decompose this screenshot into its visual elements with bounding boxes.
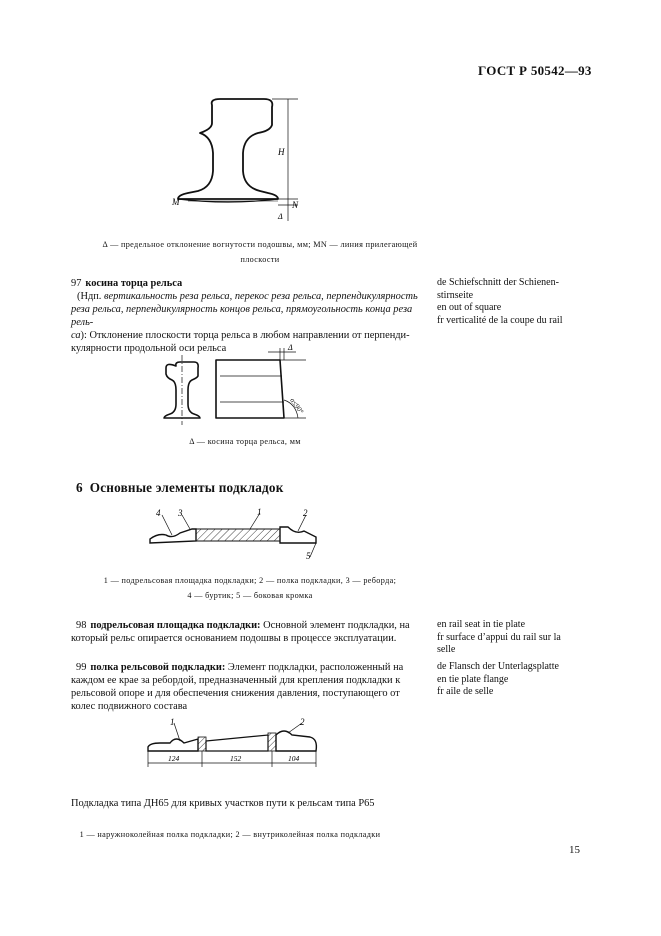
label-1: 1 [257,507,262,517]
term-98-translations: en rail seat in tie plate fr surface d’appui du rail sur la selle [437,619,561,656]
figure4-title: Подкладка типа ДН65 для кривых участков пути к рельсам типа Р65 [71,798,375,809]
rail-end-figure [150,340,330,430]
term-99-translations: de Flansch der Unterlagsplatte en tie plate flange fr aile de selle [437,661,559,698]
page-number: 15 [569,844,580,856]
tie-plate-dn65-figure [140,717,330,772]
label-2: 2 [303,508,308,518]
label-1: 1 [170,717,175,727]
document-header: ГОСТ Р 50542—93 [478,63,592,78]
term-98-entry: 98 подрельсовая площадка подкладки: Основной элемент подкладки, на который рельс опирается основанием подошвы в процессе эксплуатации. [71,620,410,644]
height-label: H [278,147,285,157]
delta-label: Δ [278,212,283,221]
term-98-name: подрельсовая площадка подкладки: [90,620,261,631]
figure2-caption: Δ — косина торца рельса, мм [189,437,301,446]
section-heading: 6 Основные элементы подкладок [76,480,284,495]
angle-label: α≤90° [288,396,305,416]
dimension-104: 104 [288,754,300,763]
dimension-124: 124 [168,754,180,763]
term-97-translations: de Schiefschnitt der Schienen- stirnseite en out of square fr verticalité de la coupe du rail [437,277,563,326]
term-97-name: косина торца рельса [85,278,183,289]
m-label: M [172,197,180,207]
n-label: N [292,200,299,210]
rail-profile-figure [160,95,330,225]
dimension-152: 152 [230,754,242,763]
label-3: 3 [178,508,183,518]
term-99-name: полка рельсовой подкладки: [90,662,226,673]
label-5: 5 [306,551,311,561]
term-97-entry: 97 косина торца рельса (Ндп. вертикальность реза рельса, перекос реза рельса, перпендикулярность реза рельса, перпендикулярность концов рельса, прямоугольность конца реза рель- са): Отклонение плоскости торца рельса в любом направлении от перпенди- кулярности продольной оси рельса [71,278,418,354]
figure4-caption: 1 — наружноколейная полка подкладки; 2 — внутриколейная полка подкладки [79,830,381,839]
figure3-caption: 1 — подрельсовая площадка подкладки; 2 — полка подкладки, 3 — реборда; 4 — буртик; 5 — боковая кромка [103,576,397,600]
label-2: 2 [300,717,305,727]
delta-label: Δ [288,343,293,352]
tie-plate-elements-figure [140,505,330,565]
label-4: 4 [156,508,161,518]
figure1-caption: Δ — предельное отклонение вогнутости подошвы, мм; MN — линия прилегающей плоскости [102,240,418,264]
term-99-entry: 99 полка рельсовой подкладки: Элемент подкладки, расположенный на каждом ее крае за ребордой, предназначенный для крепления подкладки к рельсовой опоре и для обеспечения снижения давления, поступающего от колес подвижного состава [71,662,404,712]
